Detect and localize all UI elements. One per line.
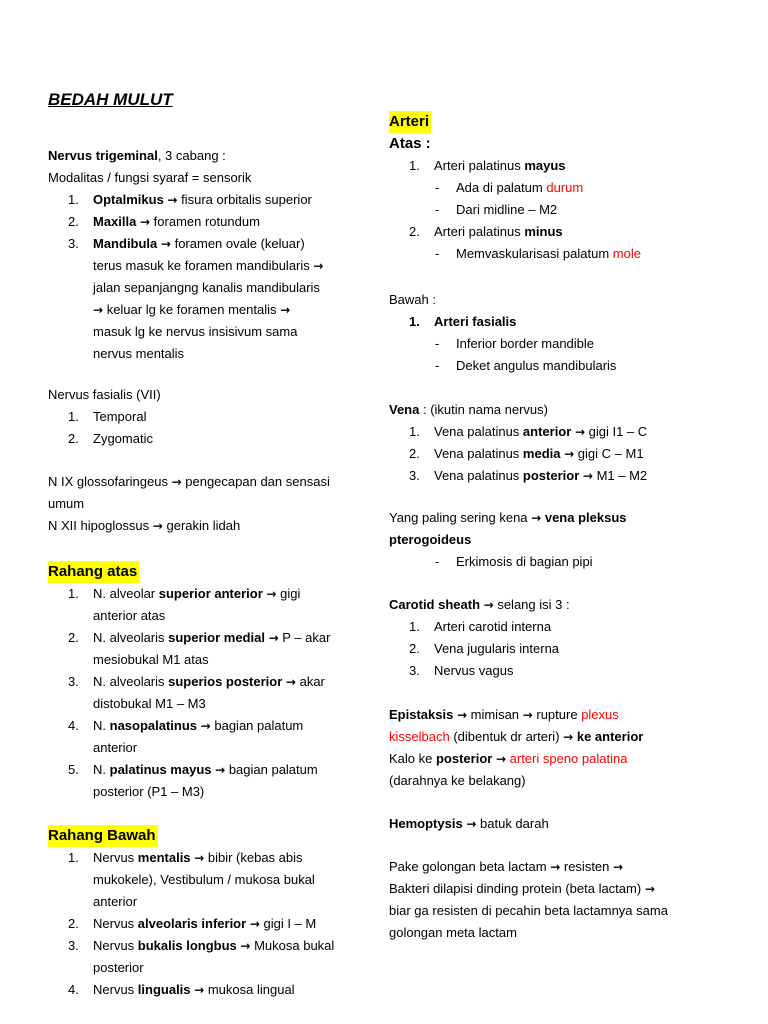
arrow-icon: → [456, 708, 468, 722]
arrow-icon: → [240, 939, 251, 953]
rahang-bawah-section: Rahang Bawah 1. Nervus mentalis → bibir (kebas abis mukokele), Vestibulum / mukosa bukal anterior 2. Nervus alveolaris inferior → gigi I – M 3. Nervus bukalis longbus → Mukosa bukal posterior 4. Nervus lingualis → mukosa lingual [48, 825, 334, 1001]
arrow-icon: → [194, 851, 205, 865]
arrow-icon: → [171, 475, 182, 489]
arteri-section [389, 111, 641, 265]
epistaksis-section: Epistaksis → mimisan → rupture plexus kisselbach (dibentuk dr arteri) → ke anterior Kalo ke posterior → arteri speno palatina (darahnya ke belakang) [389, 707, 644, 788]
list-item: 2. Maxilla → foramen rotundum [68, 214, 260, 229]
arrow-icon: → [93, 303, 104, 317]
list-item: 5. N. palatinus mayus → bagian palatum [68, 762, 318, 777]
list-item: - Erkimosis di bagian pipi [435, 554, 593, 569]
arrow-icon: → [582, 469, 593, 483]
arrow-icon: → [550, 860, 561, 874]
list-item: 3. Vena palatinus posterior → M1 – M2 [409, 468, 648, 483]
carotid-section: Carotid sheath → selang isi 3 : 1. Arteri carotid interna 2. Vena jugularis interna 3. Nervus vagus [389, 594, 570, 682]
arrow-icon: → [531, 511, 542, 525]
arrow-icon: → [564, 447, 575, 461]
list-item: 2. Nervus alveolaris inferior → gigi I – M [68, 916, 317, 931]
hemoptysis-section: Hemoptysis → batuk darah [389, 816, 549, 831]
arrow-icon: → [495, 752, 507, 766]
arrow-icon: → [139, 215, 151, 229]
list-item: 1. N. alveolar superior anterior → gigi [68, 586, 301, 601]
arrow-icon: → [268, 631, 279, 645]
arrow-icon: → [249, 917, 260, 931]
fasialis-section: Nervus fasialis (VII) 1. Temporal 2. Zygomatic [48, 384, 161, 450]
list-item: 3. Nervus vagus [409, 663, 514, 678]
list-item: 4. N. nasopalatinus → bagian palatum [68, 718, 304, 733]
atas-heading: Atas : [389, 135, 431, 152]
list-item: 1. Arteri fasialis [409, 314, 517, 329]
pleksus-section: Yang paling sering kena → vena pleksus pterogoideus - Erkimosis di bagian pipi [389, 507, 627, 573]
list-item: - Memvaskularisasi palatum mole [435, 246, 641, 261]
list-item: 3. Nervus bukalis longbus → Mukosa bukal [68, 938, 335, 953]
list-item: 1. Nervus mentalis → bibir (kebas abis [68, 850, 303, 865]
list-item: - Deket angulus mandibularis [435, 358, 617, 373]
list-item: 1. Arteri carotid interna [409, 619, 552, 634]
arrow-icon: → [152, 519, 163, 533]
rahang-atas-heading: Rahang atas [48, 561, 139, 583]
arrow-icon: → [313, 259, 324, 273]
bawah-section: Bawah : 1. Arteri fasialis - Inferior border mandible - Deket angulus mandibularis [389, 289, 616, 377]
arrow-icon: → [266, 587, 277, 601]
list-item: 1. Vena palatinus anterior → gigi I1 – C [409, 424, 648, 439]
list-item: 4. Nervus lingualis → mukosa lingual [68, 982, 295, 997]
arrow-icon: → [280, 303, 291, 317]
list-item: 2. Vena jugularis interna [409, 641, 560, 656]
beta-lactam-section: Pake golongan beta lactam → resisten → Bakteri dilapisi dinding protein (beta lactam) → biar ga resisten di pecahin beta lactamnya sama golongan meta lactam [389, 859, 668, 940]
arrow-icon: → [215, 763, 226, 777]
list-item: 1. Temporal [68, 409, 147, 424]
rahang-bawah-heading: Rahang Bawah [48, 825, 158, 847]
arrow-icon: → [160, 237, 171, 251]
cranial-nerves-section: N IX glossofaringeus → pengecapan dan sensasi umum N XII hipoglossus → gerakin lidah [48, 474, 330, 533]
arrow-icon: → [574, 425, 585, 439]
rahang-atas-section: Rahang atas 1. N. alveolar superior anterior → gigi anterior atas 2. N. alveolaris superior medial → P – akar mesiobukal M1 atas 3. N. alveolaris superios posterior → akar distobukal M1 – M3 4. N. nasopalatinus → bagian palatum anterior 5. N. palatinus mayus → bagian palatum posterior (P1 – M3) [48, 563, 331, 799]
arrow-icon: → [613, 860, 624, 874]
list-item: 2. Zygomatic [68, 431, 153, 446]
list-item: - Ada di palatum durum [435, 180, 584, 195]
list-item: 3. N. alveolaris superios posterior → akar [68, 674, 325, 689]
list-item: 2. Vena palatinus media → gigi C – M1 [409, 446, 644, 461]
doc-title: BEDAH MULUT [48, 90, 173, 109]
arrow-icon: → [563, 730, 574, 744]
trigeminal-section: Nervus trigeminal, 3 cabang : Modalitas / fungsi syaraf = sensorik 1. Optalmikus → fisura orbitalis superior 2. Maxilla → foramen rotundum 3. Mandibula → foramen ovale (keluar) terus masuk ke foramen mandibularis → jalan sepanjangng kanalis mandibularis → keluar lg ke foramen mentalis → masuk lg ke nervus insisivum sama nervus mentalis [48, 148, 324, 361]
arteri-heading: Arteri [389, 111, 431, 133]
arrow-icon: → [466, 817, 477, 831]
arrow-icon: → [200, 719, 211, 733]
arrow-icon: → [194, 983, 205, 997]
arrow-icon: → [483, 598, 494, 612]
list-item: 1. Optalmikus → fisura orbitalis superior [68, 192, 312, 207]
list-item: 1. Arteri palatinus mayus [409, 158, 566, 173]
list-item: 2. N. alveolaris superior medial → P – akar [68, 630, 331, 645]
arrow-icon: → [285, 675, 296, 689]
vena-section: Vena : (ikutin nama nervus) 1. Vena palatinus anterior → gigi I1 – C 2. Vena palatinus media → gigi C – M1 3. Vena palatinus posterior → M1 – M2 [389, 399, 647, 487]
list-item: - Dari midline – M2 [435, 202, 558, 217]
arrow-icon: → [167, 193, 178, 207]
arrow-icon: → [522, 708, 533, 722]
list-item: - Inferior border mandible [435, 336, 595, 351]
list-item: 3. Mandibula → foramen ovale (keluar) [68, 236, 305, 251]
list-item: 2. Arteri palatinus minus [409, 224, 563, 239]
arrow-icon: → [644, 882, 655, 896]
